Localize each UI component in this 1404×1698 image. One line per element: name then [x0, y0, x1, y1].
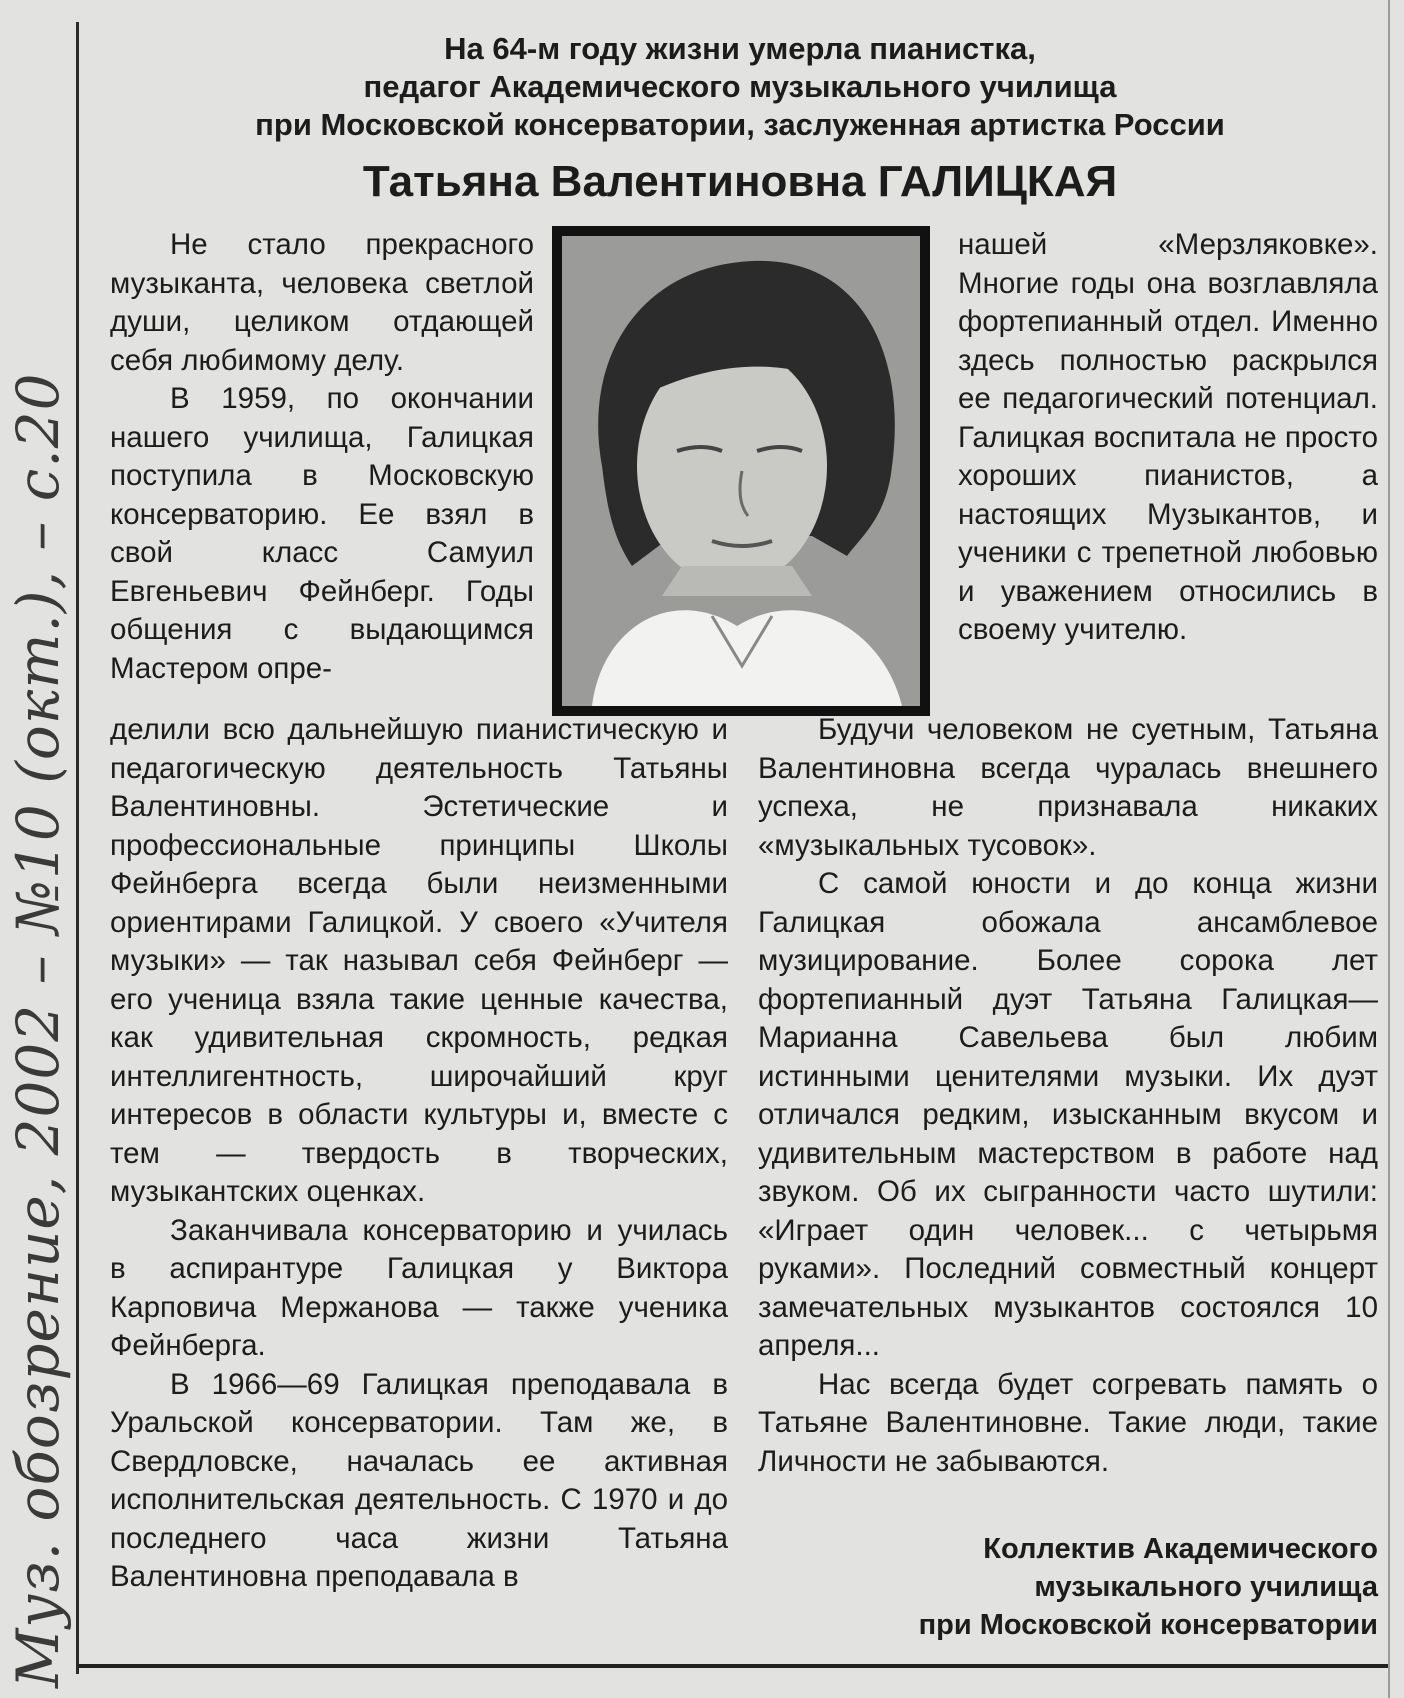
column-left-top: [110, 226, 534, 688]
headline-line-3: при Московской консерватории, заслуженная артистка России: [255, 107, 1225, 142]
paragraph-3: Заканчивала консерваторию и училась в аспирантуре Галицкая у Виктора Карповича Мержанова — также ученика Фейнберга.: [110, 1213, 728, 1362]
column-left: [110, 711, 728, 1597]
paragraph-4: В 1966—69 Галицкая преподавала в Уральской консерватории. Там же, в Свердловске, началась ее активная исполнительская деятельность. С 1970 и до последнего часа жизни Татьяна Валентиновна преподавала в: [110, 1367, 728, 1593]
paragraph-1: Не стало прекрасного музыканта, человека светлой души, целиком отдающей себя любимому делу.: [110, 228, 534, 377]
signature-line-1: Коллектив Академического: [983, 1533, 1378, 1565]
portrait-photo-icon: [562, 236, 920, 706]
right-edge-rule: [1388, 0, 1390, 1698]
headline-line-2: педагог Академического музыкального училища: [363, 69, 1117, 104]
handwritten-citation: Муз. обозрение, 2002 – №10 (окт.), – с.20: [4, 372, 72, 1688]
paragraph-6: С самой юности и до конца жизни Галицкая обожала ансамблевое музицирование. Более сорока лет фортепианный дуэт Татьяна Галицкая—Марианна Савельева был любим истинными ценителями музыки. Их дуэт отличался редким, изысканным вкусом и удивительным мастерством в работе над звуком. Об их сыгранности часто шутили: «Играет один человек... с четырьмя руками». Последний совместный концерт замечательных музыкантов состоялся 10 апреля...: [758, 867, 1378, 1362]
headline-line-1: На 64-м году жизни умерла пианистка,: [444, 31, 1036, 66]
column-right: [758, 711, 1378, 1481]
portrait-illustration: [562, 236, 920, 706]
bottom-border-rule: [78, 1664, 1388, 1668]
signature-line-3: при Московской консерватории: [918, 1609, 1378, 1641]
person-name: Татьяна Валентиновна ГАЛИЦКАЯ: [362, 157, 1118, 206]
portrait-photo-frame: [552, 226, 930, 716]
headline: [90, 30, 1390, 144]
paragraph-4-continued: нашей «Мерзляковке». Многие годы она возглавляла фортепианный отдел. Именно здесь полностью раскрылся ее педагогический потенциал. Галицкая воспитала не просто хороших пианистов, а настоящих Музыкантов, и ученики с трепетной любовью и уважением относились в своему учителю.: [958, 228, 1378, 646]
signature-block: [758, 1530, 1378, 1644]
paragraph-2-continued: делили всю дальнейшую пианистическую и педагогическую деятельность Татьяны Валентиновны. Эстетические и профессиональные принципы Школы Фейнберга всегда были неизменными ориентирами Галицкой. У своего «Учителя музыки» — так называл себя Фейнберг — его ученица взяла такие ценные качества, как удивительная скромность, редкая интеллигентность, широчайший круг интересов в области культуры и, вместе с тем — твердость в творческих, музыкантских оценках.: [110, 713, 728, 1208]
paragraph-7: Нас всегда будет согревать память о Татьяне Валентиновне. Такие люди, такие Личности не забываются.: [758, 1367, 1378, 1478]
signature-line-2: музыкального училища: [1034, 1571, 1378, 1603]
column-right-top: [958, 226, 1378, 650]
paragraph-5: Будучи человеком не суетным, Татьяна Валентиновна всегда чуралась внешнего успеха, не признавала никаких «музыкальных тусовок».: [758, 713, 1378, 862]
paragraph-2-start: В 1959, по окончании нашего училища, Галицкая поступила в Московскую консерваторию. Ее взял в свой класс Самуил Евгеньевич Фейнберг. Годы общения с выдающимся Мастером опре-: [110, 382, 534, 685]
